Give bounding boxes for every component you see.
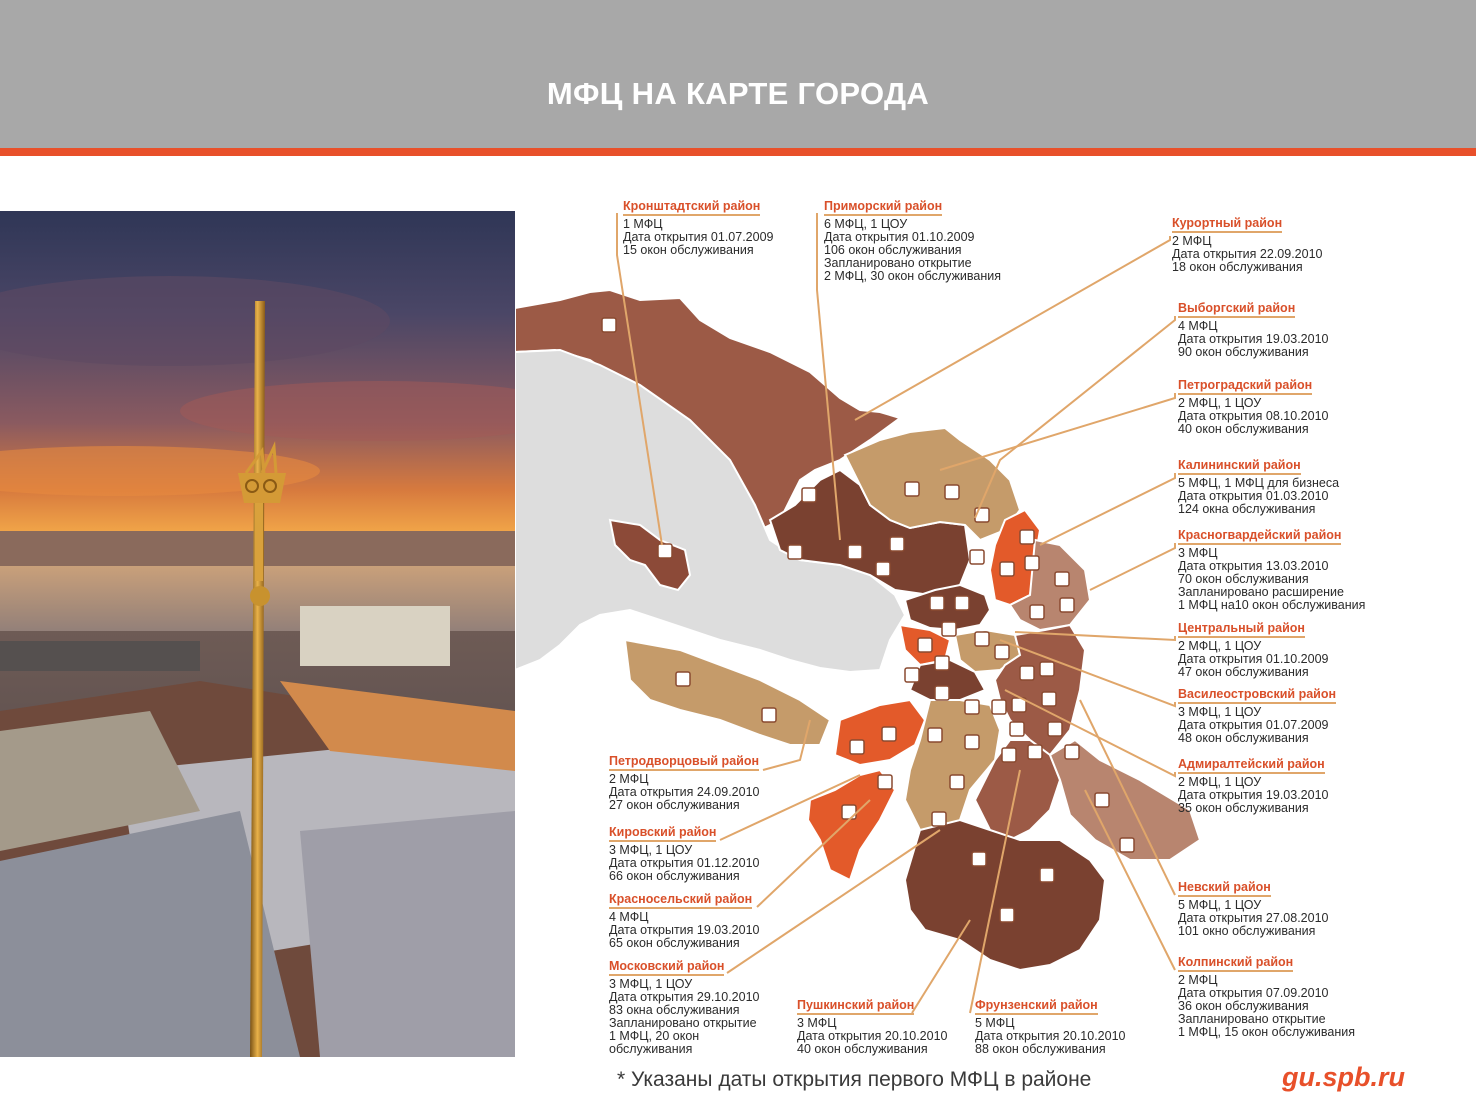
district-line: 18 окон обслуживания bbox=[1172, 260, 1303, 274]
label-nevsky bbox=[1178, 881, 1328, 938]
district-line: 124 окна обслуживания bbox=[1178, 502, 1316, 516]
district-line: 1 МФЦ, 20 окон bbox=[609, 1029, 700, 1043]
district-line: 1 МФЦ bbox=[623, 217, 663, 231]
district-line: Дата открытия 19.03.2010 bbox=[1178, 332, 1329, 346]
label-vasileostrovsky bbox=[1178, 688, 1336, 745]
district-line: Дата открытия 01.07.2009 bbox=[623, 230, 774, 244]
district-line: 2 МФЦ, 30 окон обслуживания bbox=[824, 269, 1002, 283]
label-petrodvortsovy bbox=[609, 755, 759, 812]
footnote: * Указаны даты открытия первого МФЦ в районе bbox=[617, 1068, 1092, 1091]
label-primorsky bbox=[824, 200, 1001, 283]
header-bar bbox=[0, 0, 1476, 148]
district-line: Дата открытия 19.03.2010 bbox=[1178, 788, 1329, 802]
district-line: 3 МФЦ, 1 ЦОУ bbox=[1178, 705, 1262, 719]
label-vyborgsky bbox=[1178, 302, 1328, 359]
district-name: Московский район bbox=[609, 960, 724, 976]
district-line: 2 МФЦ, 1 ЦОУ bbox=[1178, 396, 1262, 410]
district-line: 83 окна обслуживания bbox=[609, 1003, 740, 1017]
label-petrogradsky bbox=[1178, 379, 1328, 436]
district-line: 1 МФЦ, 15 окон обслуживания bbox=[1178, 1025, 1356, 1039]
district-name: Василеостровский район bbox=[1178, 688, 1336, 704]
district-line: 27 окон обслуживания bbox=[609, 798, 740, 812]
district-line: Дата открытия 01.12.2010 bbox=[609, 856, 760, 870]
district-line: Дата открытия 08.10.2010 bbox=[1178, 409, 1329, 423]
district-name: Петродворцовый район bbox=[609, 755, 759, 771]
district-line: 65 окон обслуживания bbox=[609, 936, 740, 950]
district-line: 3 МФЦ bbox=[1178, 546, 1218, 560]
district-line: 40 окон обслуживания bbox=[797, 1042, 928, 1056]
district-line: 88 окон обслуживания bbox=[975, 1042, 1106, 1056]
district-line: Дата открытия 27.08.2010 bbox=[1178, 911, 1329, 925]
district-line: 3 МФЦ, 1 ЦОУ bbox=[609, 843, 693, 857]
header-accent-stripe bbox=[0, 148, 1476, 156]
district-line: Дата открытия 29.10.2010 bbox=[609, 990, 760, 1004]
label-pushkinsky bbox=[797, 999, 947, 1056]
district-name: Кировский район bbox=[609, 826, 716, 842]
district-line: 4 МФЦ bbox=[1178, 319, 1218, 333]
label-kirovsky bbox=[609, 826, 759, 883]
district-line: Запланировано открытие bbox=[1178, 1012, 1326, 1026]
label-admiralteysky bbox=[1178, 758, 1328, 815]
district-line: Запланировано открытие bbox=[824, 256, 972, 270]
district-line: 106 окон обслуживания bbox=[824, 243, 962, 257]
label-kolpinsky bbox=[1178, 956, 1355, 1039]
district-name: Красносельский район bbox=[609, 893, 752, 909]
district-line: 2 МФЦ bbox=[1178, 973, 1218, 987]
district-line: 2 МФЦ, 1 ЦОУ bbox=[1178, 639, 1262, 653]
city-photo bbox=[0, 211, 515, 1057]
district-line: Дата открытия 01.10.2009 bbox=[1178, 652, 1329, 666]
district-line: 101 окно обслуживания bbox=[1178, 924, 1316, 938]
district-line: Дата открытия 01.03.2010 bbox=[1178, 489, 1329, 503]
label-krasnogvardeysky bbox=[1178, 529, 1365, 612]
label-kronshtadt bbox=[623, 200, 773, 257]
district-line: Запланировано расширение bbox=[1178, 585, 1344, 599]
map-region-pushkinsky bbox=[905, 820, 1105, 970]
district-name: Центральный район bbox=[1178, 622, 1305, 638]
district-line: Дата открытия 01.10.2009 bbox=[824, 230, 975, 244]
district-line: Дата открытия 07.09.2010 bbox=[1178, 986, 1329, 1000]
district-name: Пушкинский район bbox=[797, 999, 914, 1015]
district-line: 2 МФЦ bbox=[609, 772, 649, 786]
district-line: 70 окон обслуживания bbox=[1178, 572, 1309, 586]
label-kalininsky bbox=[1178, 459, 1339, 516]
district-name: Кронштадтский район bbox=[623, 200, 760, 216]
district-name: Курортный район bbox=[1172, 217, 1282, 233]
district-line: 36 окон обслуживания bbox=[1178, 999, 1309, 1013]
label-frunzensky bbox=[975, 999, 1125, 1056]
district-line: 1 МФЦ на10 окон обслуживания bbox=[1178, 598, 1366, 612]
district-line: Дата открытия 20.10.2010 bbox=[797, 1029, 948, 1043]
district-line: 5 МФЦ, 1 МФЦ для бизнеса bbox=[1178, 476, 1340, 490]
district-name: Адмиралтейский район bbox=[1178, 758, 1325, 774]
district-line: 2 МФЦ, 1 ЦОУ bbox=[1178, 775, 1262, 789]
label-moskovsky bbox=[609, 960, 759, 1056]
district-line: 15 окон обслуживания bbox=[623, 243, 754, 257]
district-line: 3 МФЦ, 1 ЦОУ bbox=[609, 977, 693, 991]
district-line: 48 окон обслуживания bbox=[1178, 731, 1309, 745]
label-kurortny bbox=[1172, 217, 1322, 274]
label-krasnoselsky bbox=[609, 893, 759, 950]
district-line: 4 МФЦ bbox=[609, 910, 649, 924]
district-line: 2 МФЦ bbox=[1172, 234, 1212, 248]
district-line: 5 МФЦ bbox=[975, 1016, 1015, 1030]
district-line: 40 окон обслуживания bbox=[1178, 422, 1309, 436]
district-line: 66 окон обслуживания bbox=[609, 869, 740, 883]
district-line: 5 МФЦ, 1 ЦОУ bbox=[1178, 898, 1262, 912]
map-region-kirovsky bbox=[835, 700, 925, 765]
district-line: 6 МФЦ, 1 ЦОУ bbox=[824, 217, 908, 231]
district-line: Дата открытия 01.07.2009 bbox=[1178, 718, 1329, 732]
district-name: Выборгский район bbox=[1178, 302, 1295, 318]
district-name: Калининский район bbox=[1178, 459, 1301, 475]
district-line: Запланировано открытие bbox=[609, 1016, 757, 1030]
district-name: Красногвардейский район bbox=[1178, 529, 1341, 545]
district-name: Фрунзенский район bbox=[975, 999, 1098, 1015]
district-line: Дата открытия 24.09.2010 bbox=[609, 785, 760, 799]
district-name: Невский район bbox=[1178, 881, 1271, 897]
district-line: Дата открытия 20.10.2010 bbox=[975, 1029, 1126, 1043]
district-name: Колпинский район bbox=[1178, 956, 1293, 972]
district-line: Дата открытия 13.03.2010 bbox=[1178, 559, 1329, 573]
page-title: МФЦ НА КАРТЕ ГОРОДА bbox=[546, 76, 930, 111]
label-central bbox=[1178, 622, 1328, 679]
district-line: 47 окон обслуживания bbox=[1178, 665, 1309, 679]
district-line: 35 окон обслуживания bbox=[1178, 801, 1309, 815]
district-line: 90 окон обслуживания bbox=[1178, 345, 1309, 359]
district-line: обслуживания bbox=[609, 1042, 693, 1056]
site-url: gu.spb.ru bbox=[1282, 1062, 1405, 1092]
district-line: 3 МФЦ bbox=[797, 1016, 837, 1030]
district-line: Дата открытия 19.03.2010 bbox=[609, 923, 760, 937]
district-name: Приморский район bbox=[824, 200, 942, 216]
district-name: Петроградский район bbox=[1178, 379, 1312, 395]
district-line: Дата открытия 22.09.2010 bbox=[1172, 247, 1323, 261]
